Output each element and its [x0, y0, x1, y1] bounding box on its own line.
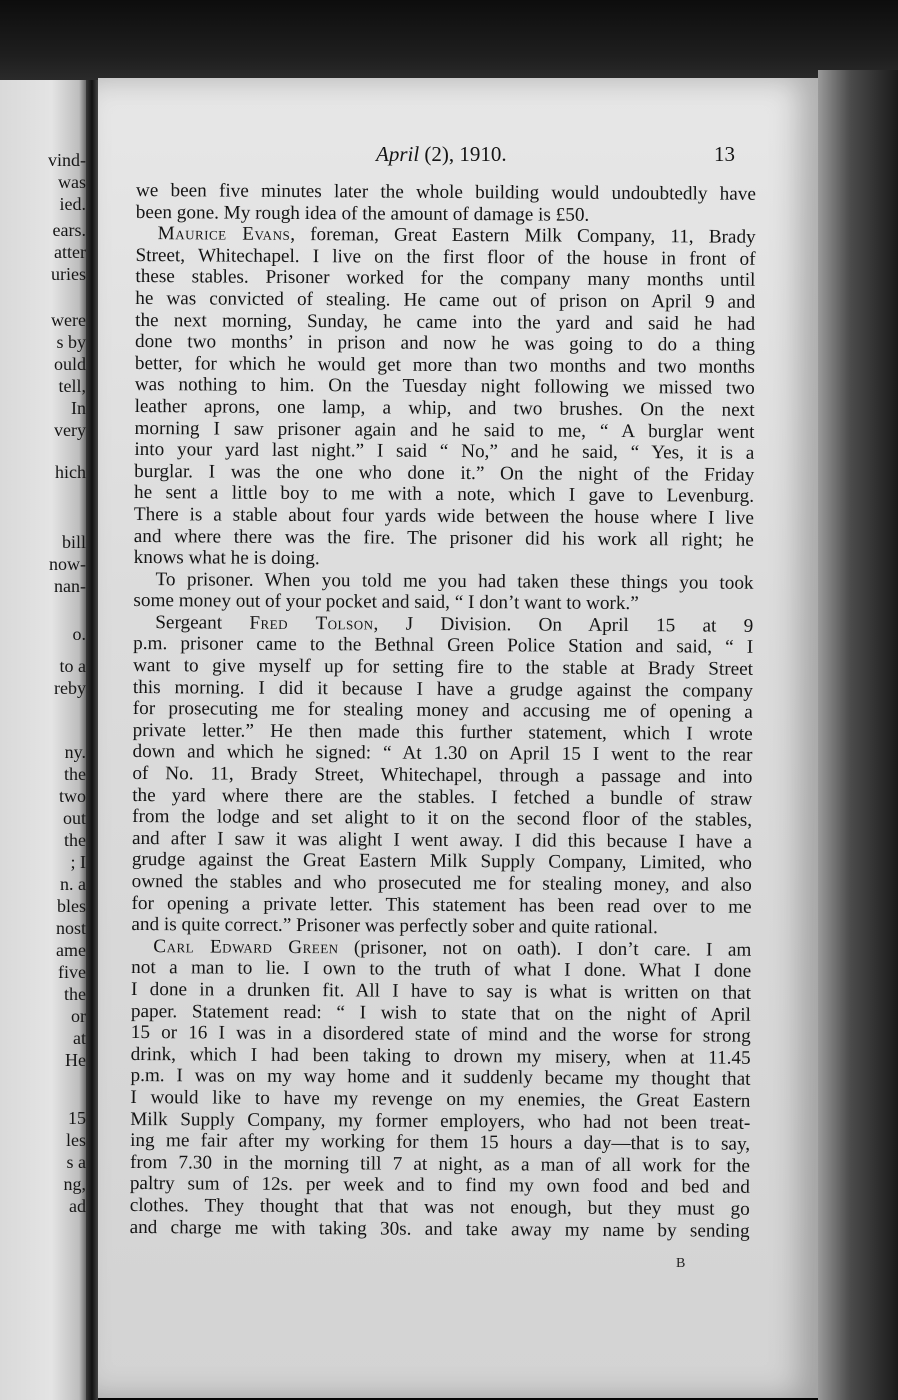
text-line: To prisoner. When you told me you had taken these things you took [155, 568, 754, 594]
paragraph-green-statement [130, 936, 752, 1242]
scan-top-shadow [0, 0, 898, 80]
facing-page-text: s a [66, 1152, 86, 1172]
text-line: paper. Statement read: “ I wish to state that on the night of April [130, 1000, 751, 1026]
facing-page-text: the [64, 764, 86, 784]
facing-page-text: hich [55, 462, 86, 482]
text-line: paltry sum of 12s. per week and to find my own food and bed and [129, 1173, 750, 1199]
text-line: I would like to have my revenge on my enemies, the Great Eastern [130, 1086, 751, 1112]
facing-page-text: In [71, 398, 86, 418]
text-line: from 7.30 in the morning till 7 at night, as a man of all work for the [129, 1151, 751, 1177]
facing-page-text: ng, [63, 1174, 86, 1194]
text-line: 15 or 16 I was in a disordered state of mind and the worse for strong [130, 1022, 751, 1047]
text-line: want to give myself up for setting fire to the stable at Brady Street [132, 655, 754, 680]
paragraph-evans-testimony [134, 223, 756, 572]
text-line: and is quite correct.” Prisoner was perfectly sober and quite rational. [131, 914, 658, 939]
facing-page-text: ould [53, 354, 86, 374]
page-edge-shadow [818, 70, 898, 1400]
running-head [376, 142, 507, 167]
text-line: for opening a private letter. This statement has been read over to me [131, 892, 752, 918]
facing-page-text: 15 [68, 1108, 86, 1128]
text-line: drink, which I had been taking to drown my misery, when at 11.45 [130, 1043, 751, 1069]
text-line: done two months’ in prison and now he was going to do a thing [134, 331, 756, 356]
facing-page-text: nan- [54, 576, 86, 596]
facing-page-text: five [58, 962, 86, 982]
text-line: p.m. I was on my way home and it suddenly became my thought that [130, 1065, 751, 1091]
text-line: burglar. I was the one who done it.” On the night of the Friday [134, 460, 755, 486]
text-line: the next morning, Sunday, he came into the yard and said he had [135, 309, 756, 335]
facing-page-text: o. [72, 624, 86, 644]
book-gutter [86, 80, 98, 1400]
facing-page-text: reby [54, 678, 86, 698]
text-line: this morning. I did it because I have a grudge against the company [132, 676, 753, 702]
text-line: we been five minutes later the whole building would undoubtedly have [135, 180, 756, 205]
text-line: better, for which he would get more than two months and two months [134, 352, 755, 378]
page-number: 13 [714, 142, 735, 166]
facing-page-text: now- [49, 554, 86, 574]
line-text: , foreman, Great Eastern Milk Company, 11, Brady [290, 224, 756, 248]
body-text [130, 180, 756, 1242]
facing-page-text: vind- [48, 150, 86, 170]
line-text: , J Division. On April 15 at 9 [373, 613, 754, 637]
text-line: from the lodge and set alight to it on the second floor of the stables, [132, 806, 753, 831]
facing-page-text: tell, [58, 376, 86, 396]
text-line: been gone. My rough idea of the amount of damage is £50. [135, 201, 590, 226]
facing-page-text: les [66, 1130, 86, 1150]
text-line: down and which he signed: “ At 1.30 on April 15 I went to the rear [132, 741, 753, 767]
facing-page-text: uries [51, 264, 86, 284]
facing-page-text: ad [69, 1196, 86, 1216]
facing-page-text: to a [59, 656, 86, 676]
text-line: leather aprons, one lamp, a whip, and two brushes. On the next [134, 395, 755, 421]
paragraph-tolson-testimony [131, 612, 753, 940]
facing-page-text: bill [61, 532, 86, 552]
text-line: and after I saw it was alight I went away. I did this because I have a [131, 827, 753, 853]
text-line: I done in a drunken fit. All I have to say is what is written on that [130, 978, 752, 1004]
facing-page-text: the [64, 830, 86, 850]
text-line: Street, Whitechapel. I live on the first floor of the house in front of [135, 244, 756, 270]
facing-page-text: s by [56, 332, 86, 352]
text-line: knows what he is doing. [133, 547, 320, 570]
facing-page-text: was [58, 172, 86, 192]
facing-page-text: or [71, 1006, 86, 1026]
line-text: (prisoner, not on oath). I don’t care. I am [338, 937, 752, 961]
text-line: There is a stable about four yards wide between the house where I live [133, 503, 755, 529]
facing-page-text: ied. [59, 194, 86, 214]
facing-page-text: n. a [60, 874, 86, 894]
text-line: into your yard last night.” I said “ No,” and he said, “ Yes, it is a [134, 439, 755, 464]
paragraph-cross-examination [133, 569, 753, 616]
facing-page-text: were [51, 310, 86, 330]
text-line: ing me fair after my working for them 15 hours a day—that is to say, [130, 1130, 751, 1155]
text-line: grudge against the Great Eastern Milk Supply Company, Limited, who [131, 849, 752, 875]
text-line: and where there was the fire. The prisoner did his work all right; he [133, 525, 754, 551]
text-line: p.m. prisoner came to the Bethnal Green Police Station and said, “ I [133, 633, 754, 659]
text-line: clothes. They thought that that was not enough, but they must go [129, 1194, 750, 1220]
text-line: was nothing to him. On the Tuesday night following we missed two [134, 374, 755, 400]
prisoner-name: Carl Edward Green [153, 935, 339, 959]
text-line: not a man to lie. I own to the truth of what I done. What I done [131, 957, 752, 983]
text-line: he was convicted of stealing. He came out of prison on April 9 and [135, 287, 756, 313]
facing-page-text: He [65, 1050, 86, 1070]
running-head-year: (2), 1910. [419, 142, 507, 166]
text-line: and charge me with taking 30s. and take away my name by sending [129, 1216, 750, 1242]
facing-page-text: nost [55, 918, 86, 938]
text-line: owned the stables and who prosecuted me for stealing money, and also [131, 870, 752, 896]
text-line: these stables. Prisoner worked for the company many months until [135, 266, 756, 292]
facing-page-text: out [62, 808, 86, 828]
rank-prefix: Sergeant [155, 612, 250, 634]
facing-page-text: ame [56, 940, 86, 960]
facing-page-text: two [59, 786, 86, 806]
witness-name: Fred Tolson [249, 612, 374, 635]
facing-page-text: atter [54, 242, 86, 262]
text-line: morning I saw prisoner again and he said to me, “ A burglar went [134, 417, 755, 443]
text-line: he sent a little boy to me with a note, which I gave to Levenburg. [134, 482, 755, 508]
text-line: some money out of your pocket and said, “ I don’t want to work.” [133, 590, 639, 615]
facing-page-text: ; I [70, 852, 86, 872]
facing-page-text: very [54, 420, 86, 440]
running-head-month: April [376, 142, 420, 166]
facing-page-text: bles [57, 896, 86, 916]
text-line: of No. 11, Brady Street, Whitechapel, through a passage and into [132, 763, 753, 788]
facing-page-fragment [0, 80, 86, 1400]
text-line: Milk Supply Company, my former employers, who had not been treat- [130, 1108, 751, 1134]
text-line: the yard where there are the stables. I fetched a bundle of straw [132, 784, 753, 810]
page-header [98, 142, 738, 170]
facing-page-text: ny. [64, 742, 86, 762]
paragraph-continued [136, 180, 756, 227]
facing-page-text: ears. [52, 220, 86, 240]
text-line: for prosecuting me for stealing money and accusing me of opening a [132, 698, 753, 724]
facing-page-text: the [64, 984, 86, 1004]
text-line: private letter.” He then made this further statement, which I wrote [132, 719, 753, 745]
witness-name: Maurice Evans [157, 223, 291, 246]
signature-mark: B [676, 1256, 686, 1271]
facing-page-text: at [73, 1028, 86, 1048]
